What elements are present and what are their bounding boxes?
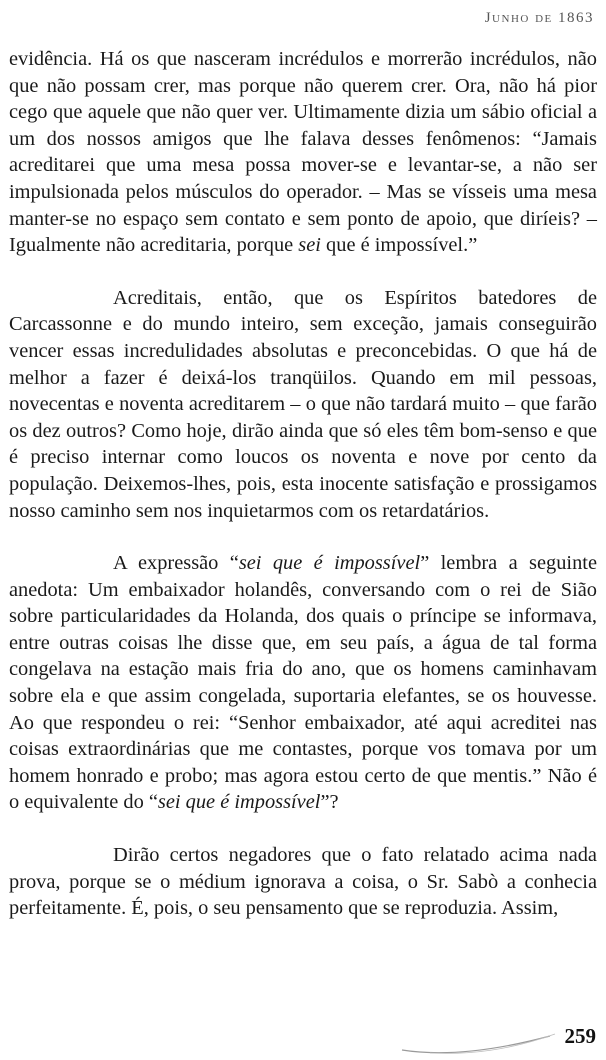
paragraph-1-italic: sei xyxy=(298,234,321,257)
paragraph-3-italic-1: sei que é impossível xyxy=(238,552,421,575)
paragraph-4: Dirão certos negadores que o fato relatado acima nada prova, porque se o médium ignorava a coisa, o Sr. Sabò a conhecia perfeitamente. É, pois, o seu pensamento que se reproduzia. Assim, xyxy=(9,844,597,920)
running-head: Junho de 1863 xyxy=(484,10,594,26)
page-body xyxy=(9,46,597,922)
paragraph-3-text-c: ”? xyxy=(320,791,339,814)
paragraph-3-italic-2: sei que é impossível xyxy=(157,791,321,814)
paragraph-1-text: evidência. Há os que nasceram incrédulos e morrerão incrédulos, não que não possam crer, mas porque não querem crer. Ora, não há pior cego que aquele que não quer ver. Ultimamente dizia um sábio oficial a um dos nossos amigos que lhe falava desses fenômenos: “Jamais acreditarei que uma mesa possa mover-se e levantar-se, a não ser impulsionada pelos músculos do operador. – Mas se vísseis uma mesa manter-se no espaço sem contato e sem ponto de apoio, que diríeis? – Igualmente não acreditaria, porque xyxy=(9,48,597,257)
footer-swash-ornament xyxy=(400,1030,560,1056)
page-number: 259 xyxy=(564,1024,596,1048)
paragraph-3-text-a: A expressão “ xyxy=(113,552,239,575)
paragraph-3 xyxy=(9,550,597,816)
paragraph-2: Acreditais, então, que os Espíritos batedores de Carcassonne e do mundo inteiro, sem exceção, jamais conseguirão vencer essas incredulidades absolutas e preconcebidas. O que há de melhor a fazer é deixá-los tranqüilos. Quando em mil pessoas, novecentas e noventa acreditarem – o que não tardará muito – que farão os dez outros? Como hoje, dirão ainda que só eles têm bom-senso e que é preciso internar como loucos os noventa e nove por cento da população. Deixemos-lhes, pois, esta inocente satisfação e prossigamos nosso caminho sem nos inquietarmos com os retardatários. xyxy=(9,286,597,522)
paragraph-1 xyxy=(9,46,597,259)
paragraph-3-text-b: ” lembra a seguinte anedota: Um embaixador holandês, conversando com o rei de Sião sobre particularidades da Holanda, dos quais o príncipe se informava, entre outras coisas lhe disse que, em seu país, a água de tal forma congelava na estação mais fria do ano, que os homens caminhavam sobre ela e que assim congelada, suportaria elefantes, se os houvesse. Ao que respondeu o rei: “Senhor embaixador, até aqui acreditei nas coisas extraordinárias que me contastes, porque vos tomava por um homem honrado e probo; mas agora estou certo de que mentis.” Não é o equivalente do “ xyxy=(9,552,597,814)
paragraph-1-text-end: que é impossível.” xyxy=(320,234,478,257)
